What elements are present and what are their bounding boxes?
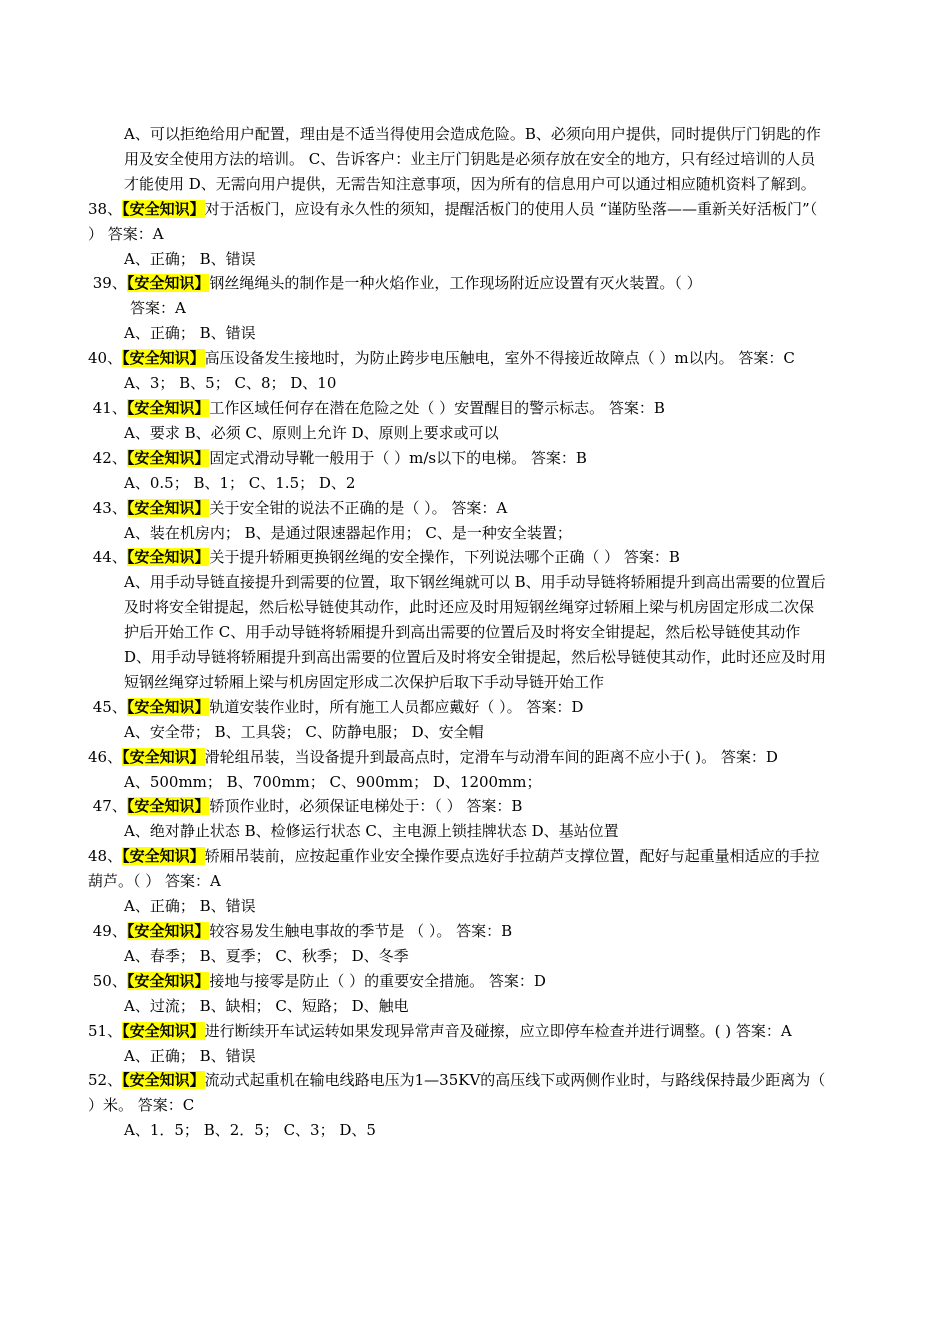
question-number: 47、	[88, 797, 127, 816]
question-list	[88, 122, 828, 1143]
tag-label: 【安全知识】	[126, 398, 210, 417]
tag-label: 【安全知识】	[126, 797, 210, 816]
question-number: 51、	[88, 1021, 123, 1040]
question-number: 49、	[88, 922, 127, 940]
question-49	[88, 919, 828, 969]
question-44	[88, 545, 828, 694]
question-options: A、安全带； B、工具袋； C、防静电服； D、安全帽	[124, 722, 484, 741]
tag-label: 【安全知识】	[122, 847, 205, 866]
question-52	[88, 1068, 828, 1143]
question-text: 接地与接零是防止（ ）的重要安全措施。 答案：D	[209, 971, 546, 990]
tag-label: 【安全知识】	[126, 922, 210, 940]
question-options: A、正确； B、错误	[124, 1046, 256, 1065]
intro-options: A、可以拒绝给用户配置，理由是不适当得使用会造成危险。B、必须向用户提供，同时提供厅门钥匙的作用及安全使用方法的培训。 C、告诉客户：业主厅门钥匙是必须存放在安全的地方，只有经过培训的人员才能使用 D、无需向用户提供，无需告知注意事项，因为所有的信息用户可以通过相应随机资料了解到。	[124, 125, 821, 193]
question-46	[88, 745, 828, 795]
tag-label: 【安全知识】	[126, 274, 210, 293]
tag-label: 【安全知识】	[122, 199, 205, 218]
question-number: 38、	[88, 199, 123, 218]
question-text: 对于活板门，应设有永久性的须知，提醒活板门的使用人员 “谨防坠落——重新关好活板门”（ ） 答案：A	[88, 199, 818, 243]
tag-label: 【安全知识】	[122, 349, 205, 368]
question-answer: 答案：A	[130, 299, 186, 318]
tag-label: 【安全知识】	[126, 498, 210, 517]
question-options: A、正确； B、错误	[124, 324, 256, 343]
question-options: A、春季； B、夏季； C、秋季； D、冬季	[124, 946, 409, 965]
question-39	[88, 271, 828, 346]
question-51	[88, 1019, 828, 1069]
question-43	[88, 496, 828, 546]
question-41	[88, 396, 828, 446]
question-number: 39、	[88, 274, 127, 293]
question-number: 45、	[88, 697, 127, 716]
question-text: 工作区域任何存在潜在危险之处（ ）安置醒目的警示标志。 答案：B	[209, 398, 665, 417]
question-number: 50、	[88, 971, 127, 990]
question-text: 轿厢吊装前，应按起重作业安全操作要点选好手拉葫芦支撑位置，配好与起重量相适应的手拉葫芦。（ ） 答案：A	[88, 847, 820, 891]
question-options: A、500mm； B、700mm； C、900mm； D、1200mm；	[124, 772, 542, 791]
question-text: 轨道安装作业时，所有施工人员都应戴好（ ）。 答案：D	[209, 697, 584, 716]
question-options: A、绝对静止状态 B、检修运行状态 C、主电源上锁挂牌状态 D、基站位置	[124, 822, 619, 841]
tag-label: 【安全知识】	[122, 1021, 205, 1040]
question-text: 钢丝绳绳头的制作是一种火焰作业，工作现场附近应设置有灭火装置。（ ）	[209, 274, 702, 293]
question-45	[88, 695, 828, 745]
question-text: 进行断续开车试运转如果发现异常声音及碰擦，应立即停车检查并进行调整。( ) 答案：A	[204, 1021, 792, 1040]
question-options: A、过流； B、缺相； C、短路； D、触电	[124, 996, 409, 1015]
question-50	[88, 969, 828, 1019]
question-options: A、正确； B、错误	[124, 249, 256, 268]
question-options: A、1．5； B、2．5； C、3； D、5	[124, 1121, 376, 1140]
question-text: 流动式起重机在输电线路电压为1—35KV的高压线下或两侧作业时，与路线保持最少距离为（ ）米。 答案：C	[88, 1071, 826, 1115]
question-options: A、装在机房内； B、是通过限速器起作用； C、是一种安全装置；	[124, 523, 572, 542]
question-number: 48、	[88, 847, 123, 866]
question-text: 轿顶作业时，必须保证电梯处于：（ ） 答案：B	[209, 797, 523, 816]
question-38	[88, 197, 828, 272]
tag-label: 【安全知识】	[126, 448, 210, 467]
tag-label: 【安全知识】	[126, 697, 210, 716]
question-number: 44、	[88, 548, 127, 567]
question-options: A、要求 B、必须 C、原则上允许 D、原则上要求或可以	[124, 423, 499, 442]
question-text: 滑轮组吊装，当设备提升到最高点时，定滑车与动滑车间的距离不应小于( )。 答案：D	[204, 747, 778, 766]
tag-label: 【安全知识】	[122, 1071, 205, 1090]
question-40	[88, 346, 828, 396]
question-48	[88, 844, 828, 919]
question-number: 52、	[88, 1071, 123, 1090]
question-number: 40、	[88, 349, 123, 368]
question-text: 固定式滑动导靴一般用于（ ）m/s以下的电梯。 答案：B	[209, 448, 587, 467]
question-42	[88, 446, 828, 496]
question-number: 42、	[88, 448, 127, 467]
question-text: 较容易发生触电事故的季节是 （ ）。 答案：B	[209, 922, 513, 940]
question-number: 46、	[88, 747, 123, 766]
question-text: 关于安全钳的说法不正确的是（ ）。 答案：A	[209, 498, 508, 517]
question-options: A、3； B、5； C、8； D、10	[124, 374, 337, 393]
question-options: A、正确； B、错误	[124, 897, 256, 916]
question-options: A、0.5； B、1； C、1.5； D、2	[124, 473, 356, 492]
question-47	[88, 794, 828, 844]
tag-label: 【安全知识】	[126, 548, 210, 567]
question-text: 关于提升轿厢更换钢丝绳的安全操作，下列说法哪个正确（ ） 答案：B	[209, 548, 680, 567]
tag-label: 【安全知识】	[122, 747, 205, 766]
question-number: 43、	[88, 498, 127, 517]
question-number: 41、	[88, 398, 127, 417]
question-options: A、用手动导链直接提升到需要的位置，取下钢丝绳就可以 B、用手动导链将轿厢提升到高出需要的位置后及时将安全钳提起，然后松导链使其动作，此时还应及时用短钢丝绳穿过轿厢上梁与机房固定形成二次保护后开始工作 C、用手动导链将轿厢提升到高出需要的位置后及时将安全钳提起，然后松导链使其动作 D、用手动导链将轿厢提升到高出需要的位置后及时将安全钳提起，然后松导链使其动作，此时还应及时用短钢丝绳穿过轿厢上梁与机房固定形成二次保护后取下手动导链开始工作	[124, 573, 827, 691]
tag-label: 【安全知识】	[126, 971, 210, 990]
question-text: 高压设备发生接地时，为防止跨步电压触电，室外不得接近故障点（ ）m以内。 答案：C	[204, 349, 795, 368]
